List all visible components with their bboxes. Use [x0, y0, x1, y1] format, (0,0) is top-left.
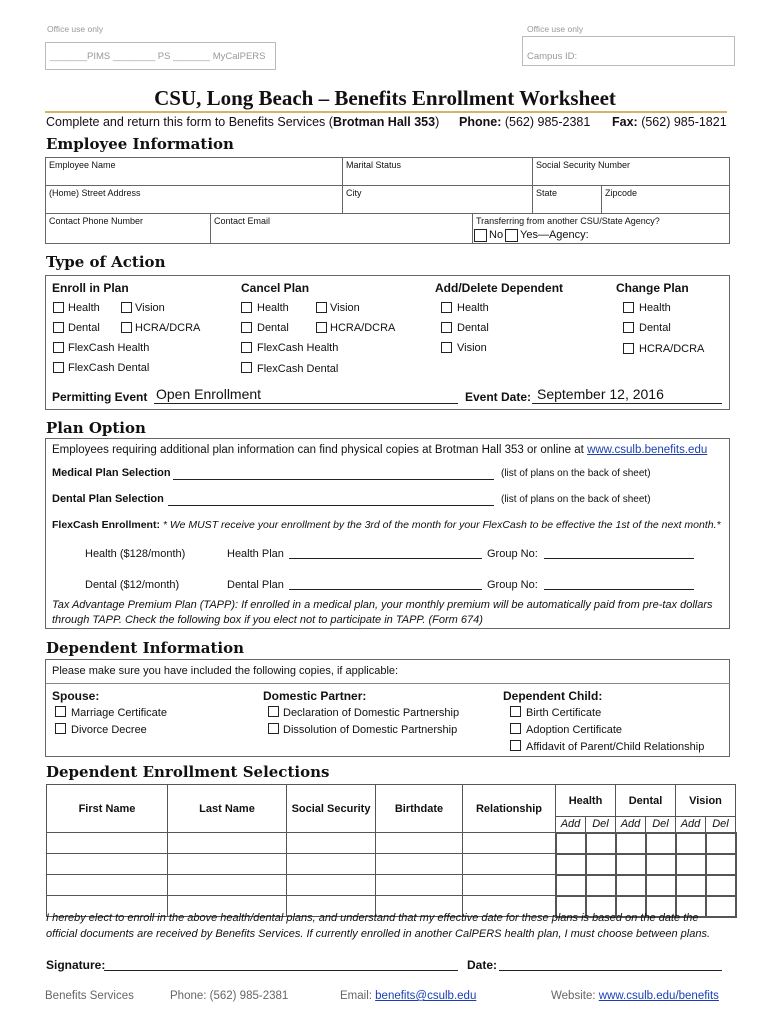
health-add-header: Add — [556, 817, 586, 833]
selections-heading: Dependent Enrollment Selections — [46, 763, 330, 781]
vision-add-cell[interactable] — [676, 875, 706, 896]
enroll-health-label: Health — [68, 302, 100, 314]
dental-add-header: Add — [616, 817, 646, 833]
date-label: Date: — [467, 958, 498, 972]
tapp-note: Tax Advantage Premium Plan (TAPP): If enrolled in a medical plan, your monthly premium will be automatically paid from pre-tax dollars through TAPP. Check the following box if you elect not to participate in TAPP. (Form 674) — [52, 599, 713, 626]
dependent-heading: Dependent Information — [46, 639, 244, 657]
zipcode-field[interactable]: Zipcode — [601, 185, 730, 214]
health-add-cell[interactable] — [556, 833, 586, 854]
enroll-vision-label: Vision — [135, 302, 165, 314]
instructions-line — [46, 115, 439, 129]
title-divider — [45, 111, 727, 113]
dependent-table — [46, 784, 737, 918]
office-use-label-left: Office use only — [47, 24, 104, 34]
cancel-hcra-checkbox[interactable] — [316, 322, 327, 333]
marriage-label: Marriage Certificate — [71, 707, 167, 719]
dental-del-header: Del — [646, 817, 676, 833]
event-date-value[interactable]: September 12, 2016 — [537, 386, 664, 402]
enroll-hcra-checkbox[interactable] — [121, 322, 132, 333]
flexcash-label: FlexCash Enrollment: — [52, 519, 160, 531]
cancel-flex-health-label: FlexCash Health — [257, 342, 339, 354]
enroll-flex-health-label: FlexCash Health — [68, 342, 150, 354]
phone-value: (562) 985-2381 — [504, 115, 591, 129]
declaration-label: Declaration of Domestic Partnership — [283, 707, 460, 719]
dental-plan-note: (list of plans on the back of sheet) — [501, 494, 651, 505]
change-dental-checkbox[interactable] — [623, 322, 634, 333]
dental-add-cell[interactable] — [616, 875, 646, 896]
dental-del-cell[interactable] — [646, 854, 676, 875]
affidavit-checkbox[interactable] — [510, 740, 521, 751]
campus-id-box[interactable]: Campus ID: — [522, 36, 735, 66]
plan-intro-link[interactable]: www.csulb.benefits.edu — [587, 444, 708, 456]
contact-email-field[interactable]: Contact Email — [210, 213, 473, 244]
affidavit-label: Affidavit of Parent/Child Relationship — [526, 741, 705, 753]
declaration-text: I hereby elect to enroll in the above health/dental plans, and understand that my effective date for these plans is based on the date the official documents are received by Benefits Services. If currently enrolled in another CalPERS health plan, I must choose between plans. — [46, 912, 711, 940]
health-add-cell[interactable] — [556, 875, 586, 896]
adddel-health-checkbox[interactable] — [441, 302, 452, 313]
enroll-dental-label: Dental — [68, 322, 100, 334]
birthdate-cell[interactable] — [376, 833, 463, 854]
cancel-health-label: Health — [257, 302, 289, 314]
cancel-vision-label: Vision — [330, 302, 360, 314]
phone-line — [459, 115, 590, 129]
divorce-label: Divorce Decree — [71, 724, 147, 736]
health-plan-line[interactable] — [289, 558, 482, 559]
marriage-checkbox[interactable] — [55, 706, 66, 717]
dental-rate: Dental ($12/month) — [85, 579, 180, 591]
first-name-cell[interactable] — [47, 854, 168, 875]
flexcash-note: * We MUST receive your enrollment by the 3rd of the month for your FlexCash to be effective the 1st of the next month.* — [162, 519, 721, 531]
instructions-text: Complete and return this form to Benefits Services ( — [46, 115, 333, 129]
cancel-flex-dental-label: FlexCash Dental — [257, 363, 339, 375]
permitting-event-value[interactable]: Open Enrollment — [156, 386, 262, 402]
footer-website-link[interactable]: www.csulb.edu/benefits — [598, 990, 719, 1002]
enroll-health-checkbox[interactable] — [53, 302, 64, 313]
col-first-name: First Name — [47, 785, 168, 833]
birthdate-cell[interactable] — [376, 854, 463, 875]
col-social-security: Social Security — [287, 785, 376, 833]
action-heading: Type of Action — [46, 253, 166, 271]
health-group-line[interactable] — [544, 558, 694, 559]
dental-add-cell[interactable] — [616, 854, 646, 875]
group-health: Health — [556, 785, 616, 817]
health-del-cell[interactable] — [586, 854, 616, 875]
medical-plan-label: Medical Plan Selection — [52, 467, 171, 479]
enroll-title: Enroll in Plan — [52, 281, 129, 295]
fax-label: Fax: — [612, 115, 638, 129]
health-del-header: Del — [586, 817, 616, 833]
cancel-hcra-label: HCRA/DCRA — [330, 322, 396, 334]
enroll-vision-checkbox[interactable] — [121, 302, 132, 313]
fax-value: (562) 985-1821 — [641, 115, 727, 129]
relationship-cell[interactable] — [463, 875, 556, 896]
cancel-dental-label: Dental — [257, 322, 289, 334]
change-health-label: Health — [639, 302, 671, 314]
birth-checkbox[interactable] — [510, 706, 521, 717]
vision-del-cell[interactable] — [706, 854, 736, 875]
vision-add-header: Add — [676, 817, 706, 833]
plan-intro-text: Employees requiring additional plan information can find physical copies at Brotman Hall 353 or online at — [52, 444, 588, 456]
col-birthdate: Birthdate — [376, 785, 463, 833]
flexcash-line — [52, 519, 721, 531]
dependent-divider — [46, 683, 730, 684]
dental-plan-label: Dental Plan Selection — [52, 493, 164, 505]
transfer-yes-label: Yes—Agency: — [520, 229, 589, 241]
dental-del-cell[interactable] — [646, 875, 676, 896]
dental-plan-line-2[interactable] — [289, 589, 482, 590]
group-dental: Dental — [616, 785, 676, 817]
dental-del-cell[interactable] — [646, 833, 676, 854]
street-address-field[interactable]: (Home) Street Address — [45, 185, 343, 214]
adddel-health-label: Health — [457, 302, 489, 314]
dissolution-checkbox[interactable] — [268, 723, 279, 734]
health-add-cell[interactable] — [556, 854, 586, 875]
footer-website-label: Website: — [551, 990, 599, 1002]
employee-name-field[interactable]: Employee Name — [45, 157, 343, 186]
table-row — [47, 875, 736, 896]
vision-del-header: Del — [706, 817, 736, 833]
adoption-label: Adoption Certificate — [526, 724, 622, 736]
cancel-flex-dental-checkbox[interactable] — [241, 362, 252, 373]
last-name-cell[interactable] — [168, 854, 287, 875]
adddel-vision-label: Vision — [457, 342, 487, 354]
marital-status-field[interactable]: Marital Status — [342, 157, 533, 186]
vision-add-cell[interactable] — [676, 854, 706, 875]
change-hcra-label: HCRA/DCRA — [639, 343, 705, 355]
birthdate-cell[interactable] — [376, 875, 463, 896]
employee-heading: Employee Information — [46, 135, 234, 153]
medical-plan-note: (list of plans on the back of sheet) — [501, 468, 651, 479]
vision-del-cell[interactable] — [706, 833, 736, 854]
vision-add-cell[interactable] — [676, 833, 706, 854]
change-hcra-checkbox[interactable] — [623, 343, 634, 354]
transfer-no-label: No — [489, 229, 504, 241]
page-title: CSU, Long Beach – Benefits Enrollment Worksheet — [154, 86, 616, 110]
health-del-cell[interactable] — [586, 833, 616, 854]
office-use-box-left[interactable]: _______PIMS ________ PS _______ MyCalPERS — [45, 42, 276, 70]
transfer-yes-checkbox[interactable] — [505, 229, 518, 242]
enroll-flex-dental-label: FlexCash Dental — [68, 362, 150, 374]
spouse-label: Spouse: — [52, 689, 100, 703]
adoption-checkbox[interactable] — [510, 723, 521, 734]
ssn-field[interactable]: Social Security Number — [532, 157, 730, 186]
contact-phone-field[interactable]: Contact Phone Number — [45, 213, 211, 244]
first-name-cell[interactable] — [47, 833, 168, 854]
transfer-no-checkbox[interactable] — [474, 229, 487, 242]
dental-plan-label-2: Dental Plan — [227, 579, 284, 591]
event-date-line — [532, 403, 722, 404]
phone-label: Phone: — [459, 115, 502, 129]
last-name-cell[interactable] — [168, 875, 287, 896]
change-title: Change Plan — [616, 281, 689, 295]
dental-plan-line[interactable] — [168, 505, 494, 506]
adddel-dental-label: Dental — [457, 322, 489, 334]
dental-group-label: Group No: — [487, 579, 538, 591]
adddel-title: Add/Delete Dependent — [435, 281, 564, 295]
health-group-label: Group No: — [487, 548, 538, 560]
relationship-cell[interactable] — [463, 833, 556, 854]
dental-add-cell[interactable] — [616, 833, 646, 854]
cancel-flex-health-checkbox[interactable] — [241, 342, 252, 353]
footer-email — [340, 990, 476, 1002]
state-field[interactable]: State — [532, 185, 602, 214]
health-plan-label: Health Plan — [227, 548, 284, 560]
relationship-cell[interactable] — [463, 854, 556, 875]
dissolution-label: Dissolution of Domestic Partnership — [283, 724, 458, 736]
first-name-cell[interactable] — [47, 875, 168, 896]
signature-label: Signature: — [46, 958, 106, 972]
city-field[interactable]: City — [342, 185, 533, 214]
enroll-flex-health-checkbox[interactable] — [53, 342, 64, 353]
health-del-cell[interactable] — [586, 875, 616, 896]
footer-phone: Phone: (562) 985-2381 — [170, 990, 289, 1002]
transfer-question: Transferring from another CSU/State Agency? — [476, 216, 660, 226]
partner-label: Domestic Partner: — [263, 689, 367, 703]
event-date-label: Event Date: — [465, 390, 532, 404]
health-rate: Health ($128/month) — [85, 548, 186, 560]
change-dental-label: Dental — [639, 322, 671, 334]
col-relationship: Relationship — [463, 785, 556, 833]
enroll-hcra-label: HCRA/DCRA — [135, 322, 201, 334]
cancel-title: Cancel Plan — [241, 281, 310, 295]
signature-line[interactable] — [104, 970, 458, 971]
last-name-cell[interactable] — [168, 833, 287, 854]
child-label: Dependent Child: — [503, 689, 603, 703]
cancel-health-checkbox[interactable] — [241, 302, 252, 313]
office-use-label-right: Office use only — [527, 24, 584, 34]
birth-label: Birth Certificate — [526, 707, 602, 719]
group-vision: Vision — [676, 785, 736, 817]
footer-email-label: Email: — [340, 990, 376, 1002]
plan-intro — [52, 444, 707, 456]
divorce-checkbox[interactable] — [55, 723, 66, 734]
date-line[interactable] — [499, 970, 722, 971]
cancel-dental-checkbox[interactable] — [241, 322, 252, 333]
instructions-location: Brotman Hall 353 — [332, 115, 436, 129]
declaration-checkbox[interactable] — [268, 706, 279, 717]
ssn-cell[interactable] — [287, 854, 376, 875]
dental-group-line[interactable] — [544, 589, 694, 590]
table-row — [47, 854, 736, 875]
permitting-event-label: Permitting Event — [52, 390, 148, 404]
ssn-cell[interactable] — [287, 875, 376, 896]
permitting-event-line — [154, 403, 458, 404]
enroll-flex-dental-checkbox[interactable] — [53, 362, 64, 373]
footer-org: Benefits Services — [45, 990, 134, 1002]
medical-plan-line[interactable] — [173, 479, 494, 480]
ssn-cell[interactable] — [287, 833, 376, 854]
adddel-vision-checkbox[interactable] — [441, 342, 452, 353]
change-health-checkbox[interactable] — [623, 302, 634, 313]
enroll-dental-checkbox[interactable] — [53, 322, 64, 333]
col-last-name: Last Name — [168, 785, 287, 833]
table-row — [47, 833, 736, 854]
footer-email-link[interactable]: benefits@csulb.edu — [375, 990, 477, 1002]
cancel-vision-checkbox[interactable] — [316, 302, 327, 313]
dependent-note: Please make sure you have included the following copies, if applicable: — [52, 665, 399, 677]
vision-del-cell[interactable] — [706, 875, 736, 896]
plan-heading: Plan Option — [46, 419, 146, 437]
instructions-close: ) — [435, 115, 440, 129]
adddel-dental-checkbox[interactable] — [441, 322, 452, 333]
fax-line — [612, 115, 727, 129]
footer-website — [551, 990, 719, 1002]
